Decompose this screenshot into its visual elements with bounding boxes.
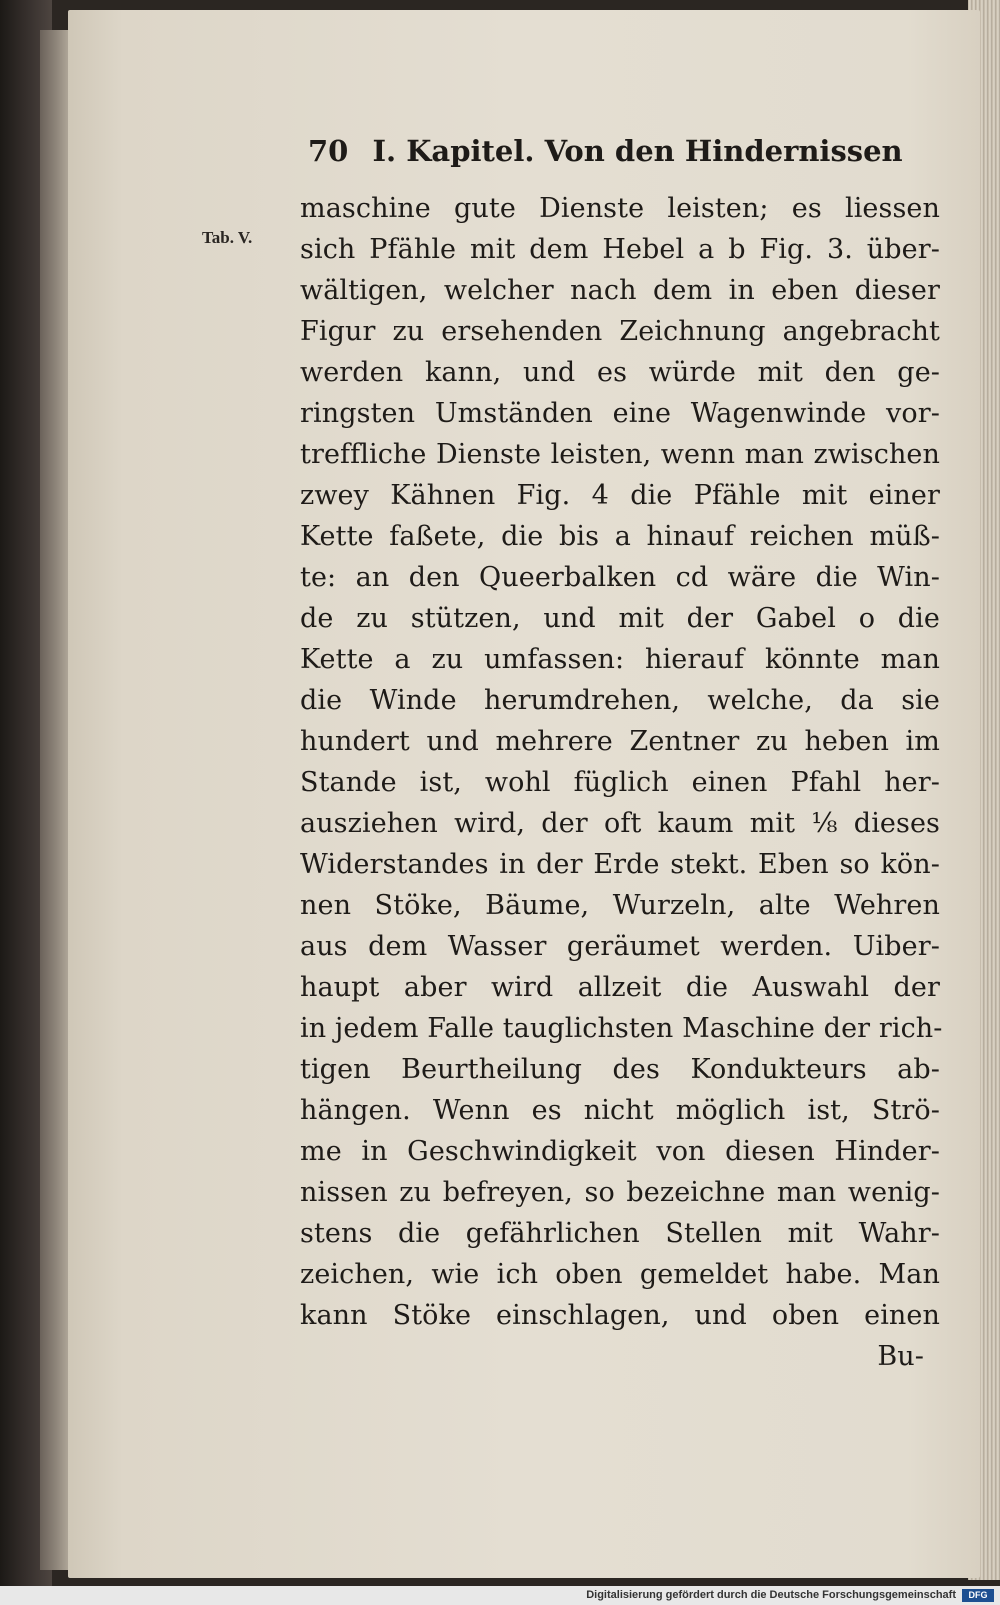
text-line: Stande ist, wohl füglich einen Pfahl her- (300, 767, 940, 798)
text-line: ausziehen wird, der oft kaum mit ⅛ dieses (300, 808, 940, 839)
text-line: aus dem Wasser geräumet werden. Uiber- (300, 931, 940, 962)
catchword: Bu- (877, 1341, 924, 1372)
text-line: te: an den Queerbalken cd wäre die Win- (300, 562, 940, 593)
dfg-logo: DFG (962, 1589, 994, 1602)
text-line: treffliche Dienste leisten, wenn man zwischen (300, 439, 940, 470)
chapter-title: I. Kapitel. Von den Hindernissen (372, 134, 903, 168)
text-line: tigen Beurtheilung des Kondukteurs ab- (300, 1054, 940, 1085)
margin-note-plate-reference: Tab. V. (202, 228, 253, 247)
text-line: werden kann, und es würde mit den ge- (300, 357, 940, 388)
text-line: nissen zu befreyen, so bezeichne man wenig- (300, 1177, 940, 1208)
text-line: maschine gute Dienste leisten; es liessen (300, 193, 940, 224)
text-line: haupt aber wird allzeit die Auswahl der (300, 972, 940, 1003)
text-line: hängen. Wenn es nicht möglich ist, Strö- (300, 1095, 940, 1126)
text-line: hundert und mehrere Zentner zu heben im (300, 726, 940, 757)
page-number: 70 (308, 134, 349, 168)
text-line: kann Stöke einschlagen, und oben einen (300, 1300, 940, 1331)
text-line: stens die gefährlichen Stellen mit Wahr- (300, 1218, 940, 1249)
book-cover-edge (40, 30, 70, 1570)
text-line: de zu stützen, und mit der Gabel o die (300, 603, 940, 634)
text-line: nen Stöke, Bäume, Wurzeln, alte Wehren (300, 890, 940, 921)
text-line: Widerstandes in der Erde stekt. Eben so kön- (300, 849, 940, 880)
body-text (300, 188, 943, 1377)
text-line: me in Geschwindigkeit von diesen Hinder- (300, 1136, 940, 1167)
text-line: die Winde herumdrehen, welche, da sie (300, 685, 940, 716)
text-line: ringsten Umständen eine Wagenwinde vor- (300, 398, 940, 429)
text-line: Kette faßete, die bis a hinauf reichen müß- (300, 521, 940, 552)
digitization-credit: Digitalisierung gefördert durch die Deutsche Forschungsgemeinschaft (586, 1589, 956, 1601)
text-line: Kette a zu umfassen: hierauf könnte man (300, 644, 940, 675)
text-line: sich Pfähle mit dem Hebel a b Fig. 3. über- (300, 234, 940, 265)
text-line: wältigen, welcher nach dem in eben dieser (300, 275, 940, 306)
text-line: Figur zu ersehenden Zeichnung angebracht (300, 316, 940, 347)
text-line: zeichen, wie ich oben gemeldet habe. Man (300, 1259, 940, 1290)
running-header (308, 134, 903, 168)
text-line: zwey Kähnen Fig. 4 die Pfähle mit einer (300, 480, 940, 511)
text-line: in jedem Falle tauglichsten Maschine der rich- (300, 1013, 943, 1044)
